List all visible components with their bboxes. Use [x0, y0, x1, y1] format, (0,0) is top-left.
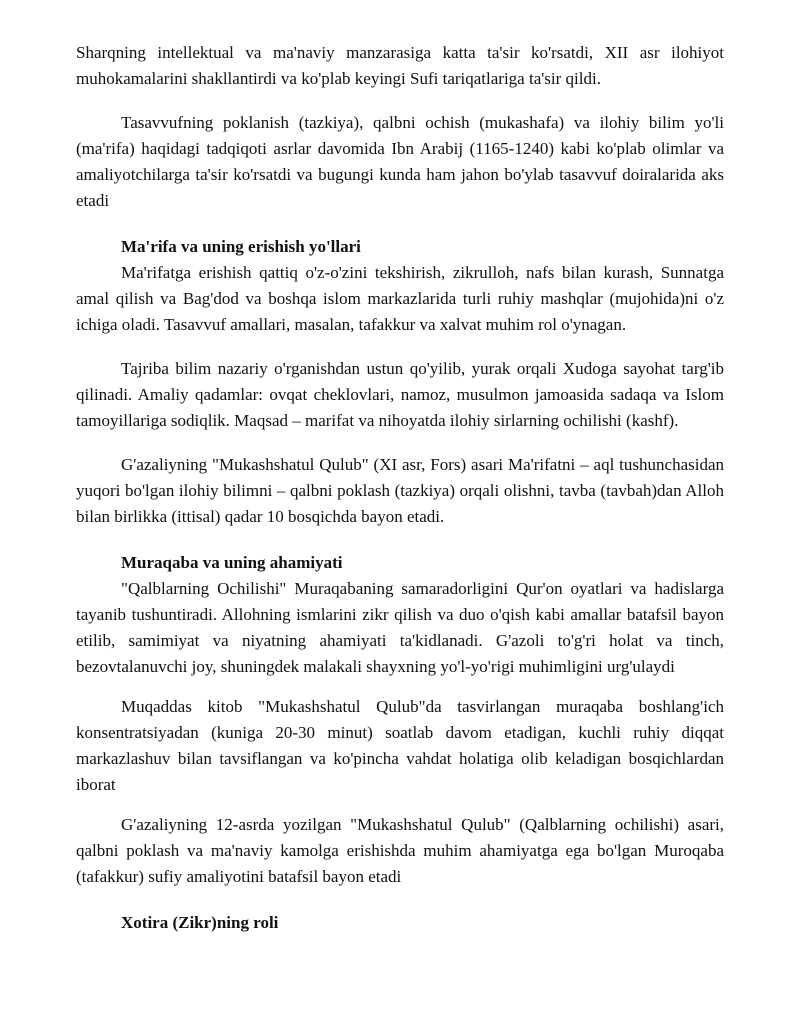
- paragraph: G'azaliyning 12-asrda yozilgan "Mukashshatul Qulub" (Qalblarning ochilishi) asari, qalbni poklash va ma'naviy kamolga erishishda muhim ahamiyatga ega bo'lgan Muroqaba (tafakkur) sufiy amaliyotini batafsil bayon etadi: [76, 815, 724, 886]
- paragraph: G'azaliyning "Mukashshatul Qulub" (XI asr, Fors) asari Ma'rifatni – aql tushunchasidan yuqori bo'lgan ilohiy bilimni – qalbni poklash (tazkiya) orqali olishni, tavba (tavbah)dan Alloh bilan birlikka (ittisal) qadar 10 bosqichda bayon etadi.: [76, 455, 724, 526]
- section-heading: Muraqaba va uning ahamiyati: [121, 553, 343, 572]
- paragraph: Muqaddas kitob "Mukashshatul Qulub"da tasvirlangan muraqaba boshlang'ich konsentratsiyadan (kuniga 20-30 minut) soatlab davom etadigan, kuchli ruhiy diqqat markazlashuv bilan tavsiflangan va ko'pincha vahdat holatiga olib keladigan bosqichlardan iborat: [76, 697, 724, 794]
- paragraph: "Qalblarning Ochilishi" Muraqabaning samaradorligini Qur'on oyatlari va hadislarga tayanib tushuntiradi. Allohning ismlarini zikr qilish va duo o'qish kabi amallar batafsil bayon etilib, samimiyat va niyatning ahamiyati ta'kidlanadi. G'azoli to'g'ri holat va tinch, bezovtalanuvchi joy, shuningdek malakali shayxning yo'l-yo'rigi muhimligini urg'ulaydi: [76, 579, 724, 676]
- paragraph: Tajriba bilim nazariy o'rganishdan ustun qo'yilib, yurak orqali Xudoga sayohat targ'ib qilinadi. Amaliy qadamlar: ovqat cheklovlari, namoz, musulmon jamoasida sadaqa va Islom tamoyillariga sodiqlik. Maqsad – marifat va nihoyatda ilohiy sirlarning ochilishi (kashf).: [76, 359, 724, 430]
- paragraph: Ma'rifatga erishish qattiq o'z-o'zini tekshirish, zikrulloh, nafs bilan kurash, Sunnatga amal qilish va Bag'dod va boshqa islom markazlarida turli ruhiy mashqlar (mujohida)ni o'z ichiga oladi. Tasavvuf amallari, masalan, tafakkur va xalvat muhim rol o'ynagan.: [76, 263, 724, 334]
- paragraph: Tasavvufning poklanish (tazkiya), qalbni ochish (mukashafa) va ilohiy bilim yo'li (ma'rifa) haqidagi tadqiqoti asrlar davomida Ibn Arabij (1165-1240) kabi ko'plab olimlar va amaliyotchilarga ta'sir ko'rsatdi va bugungi kunda ham jahon bo'ylab tasavvuf doiralarida aks etadi: [76, 113, 724, 210]
- section-heading: Ma'rifa va uning erishish yo'llari: [121, 237, 361, 256]
- section-heading: Xotira (Zikr)ning roli: [121, 913, 279, 932]
- document-page: [76, 40, 724, 936]
- paragraph: Sharqning intellektual va ma'naviy manzarasiga katta ta'sir ko'rsatdi, XII asr ilohiyot muhokamalarini shakllantirdi va ko'plab keyingi Sufi tariqatlariga ta'sir qildi.: [76, 43, 724, 88]
